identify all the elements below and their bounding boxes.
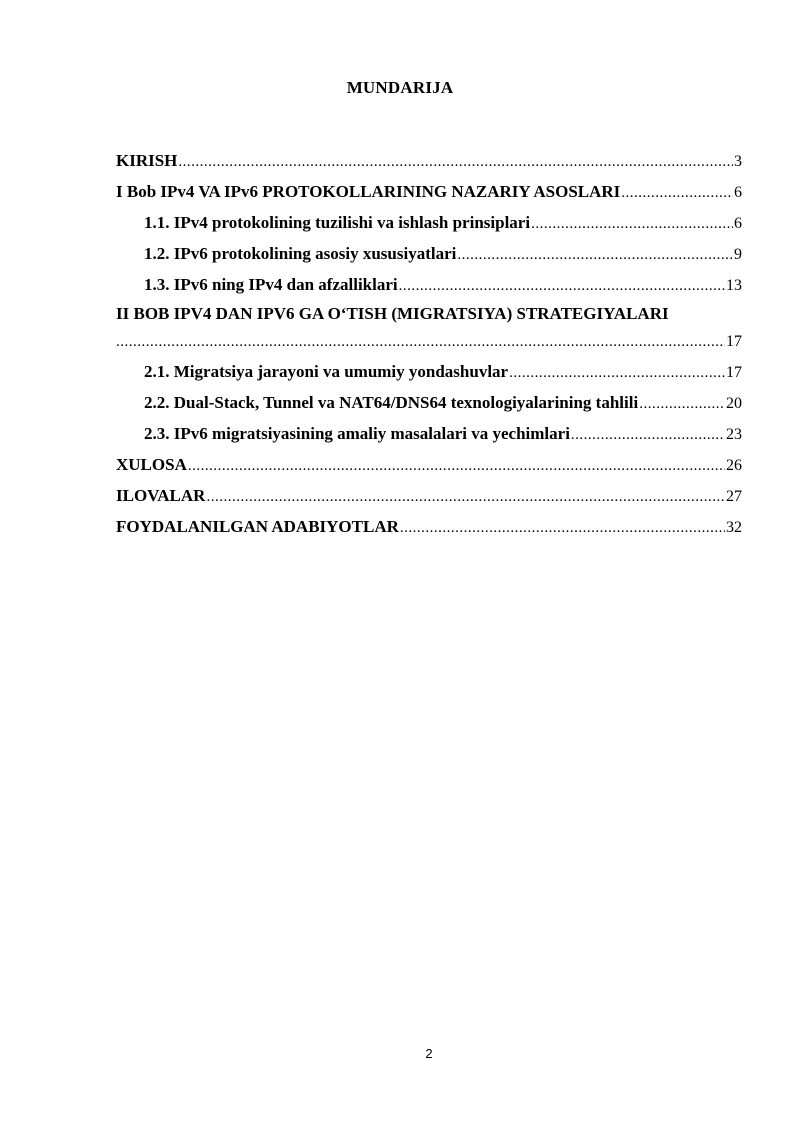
- toc-leader-dots: [571, 420, 725, 451]
- toc-leader-dots: [639, 389, 725, 420]
- toc-leader-dots: [116, 328, 725, 357]
- toc-entry-page: 13: [726, 277, 742, 294]
- toc-entry-section-1-3[interactable]: [116, 269, 742, 300]
- toc-entry-label: 2.2. Dual-Stack, Tunnel va NAT64/DNS64 texnologiyalarining tahlili: [144, 393, 639, 412]
- toc-entry-page: 9: [734, 246, 742, 263]
- toc-entry-page: 6: [734, 184, 742, 201]
- toc-entry-page: 17: [726, 333, 742, 350]
- toc-entry-label: XULOSA: [116, 455, 187, 474]
- toc-entry-xulosa[interactable]: [116, 449, 742, 480]
- toc-entry-page: 6: [734, 215, 742, 232]
- toc-leader-dots: [531, 209, 733, 240]
- toc-entry-page: 26: [726, 457, 742, 474]
- toc-entry-label: ILOVALAR: [116, 486, 206, 505]
- toc-leader-dots: [621, 178, 733, 209]
- table-of-contents: [116, 145, 742, 542]
- toc-entry-kirish[interactable]: [116, 145, 742, 176]
- toc-entry-page: 32: [726, 519, 742, 536]
- toc-entry-page: 23: [726, 426, 742, 443]
- toc-entry-section-1-1[interactable]: [116, 207, 742, 238]
- toc-entry-chapter-1[interactable]: [116, 176, 742, 207]
- toc-entry-label: II BOB IPV4 DAN IPV6 GA O‘TISH (MIGRATSIYA) STRATEGIYALARI: [116, 304, 669, 323]
- toc-entry-section-1-2[interactable]: [116, 238, 742, 269]
- toc-entry-label: 1.2. IPv6 protokolining asosiy xususiyatlari: [144, 244, 457, 263]
- toc-leader-dots: [399, 271, 725, 302]
- toc-entry-page: 20: [726, 395, 742, 412]
- toc-entry-section-2-3[interactable]: [116, 418, 742, 449]
- toc-entry-label: I Bob IPv4 VA IPv6 PROTOKOLLARINING NAZARIY ASOSLARI: [116, 182, 621, 201]
- toc-leader-dots: [188, 451, 725, 482]
- toc-entry-label: FOYDALANILGAN ADABIYOTLAR: [116, 517, 399, 536]
- toc-leader-dots: [178, 147, 733, 178]
- toc-entry-label: KIRISH: [116, 151, 178, 170]
- toc-entry-page: 3: [734, 153, 742, 170]
- toc-entry-label: 1.3. IPv6 ning IPv4 dan afzalliklari: [144, 275, 398, 294]
- toc-entry-page: 17: [726, 364, 742, 381]
- toc-entry-section-2-2[interactable]: [116, 387, 742, 418]
- toc-entry-section-2-1[interactable]: [116, 356, 742, 387]
- toc-entry-label: 2.1. Migratsiya jarayoni va umumiy yondashuvlar: [144, 362, 509, 381]
- toc-leader-dots: [457, 240, 733, 271]
- toc-entry-chapter-2[interactable]: [116, 300, 742, 356]
- toc-leader-dots: [509, 358, 725, 389]
- toc-entry-adabiyotlar[interactable]: [116, 511, 742, 542]
- toc-entry-ilovalar[interactable]: [116, 480, 742, 511]
- page-title: MUNDARIJA: [346, 78, 454, 97]
- toc-leader-dots: [400, 513, 725, 544]
- toc-entry-label: 1.1. IPv4 protokolining tuzilishi va ishlash prinsiplari: [144, 213, 531, 232]
- toc-entry-page: 27: [726, 488, 742, 505]
- toc-entry-label: 2.3. IPv6 migratsiyasining amaliy masalalari va yechimlari: [144, 424, 570, 443]
- toc-leader-dots: [206, 482, 725, 513]
- page-number: 2: [425, 1046, 433, 1061]
